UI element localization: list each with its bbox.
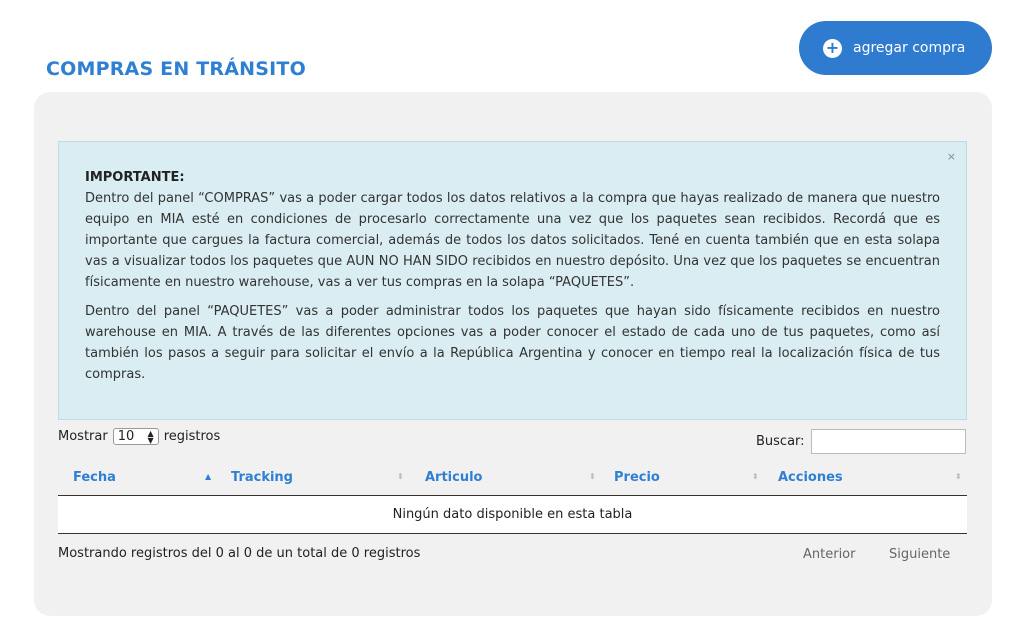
column-header-tracking[interactable]: Tracking xyxy=(231,470,293,485)
close-icon[interactable]: × xyxy=(946,150,956,163)
main-panel xyxy=(34,92,992,616)
show-label: Mostrar xyxy=(58,429,108,444)
add-purchase-label: agregar compra xyxy=(853,40,966,56)
sort-both-icon: ⬍ xyxy=(955,472,962,481)
plus-circle-icon: + xyxy=(823,39,842,58)
table-header xyxy=(58,463,967,496)
table-empty-row xyxy=(58,496,967,534)
search-control xyxy=(756,429,966,454)
column-header-precio[interactable]: Precio xyxy=(614,470,660,485)
empty-message: Ningún dato disponible en esta tabla xyxy=(392,507,633,522)
sort-both-icon: ⬍ xyxy=(752,472,759,481)
alert-paragraph-paquetes: Dentro del panel “PAQUETES” vas a poder administrar todos los paquetes que hayan sido físicamente recibidos en nuestro warehouse en MIA. A través de las diferentes opciones vas a poder conocer el estado de cada uno de tus paquetes, como así también los pasos a seguir para solicitar el envío a la República Argentina y conocer en tiempo real la localización física de tus compras. xyxy=(85,304,940,382)
page-length-control xyxy=(58,428,220,445)
info-alert xyxy=(58,141,967,420)
select-arrows-icon: ▲ ▼ xyxy=(147,428,154,445)
sort-asc-icon: ▲ xyxy=(205,472,212,481)
page-length-value: 10 xyxy=(117,429,135,444)
search-label: Buscar: xyxy=(756,434,805,449)
page-title: COMPRAS EN TRÁNSITO xyxy=(46,58,306,80)
search-input[interactable] xyxy=(811,429,966,454)
previous-page-button[interactable]: Anterior xyxy=(803,547,856,562)
column-header-articulo[interactable]: Articulo xyxy=(425,470,483,485)
records-label: registros xyxy=(163,429,221,444)
next-page-button[interactable]: Siguiente xyxy=(889,547,951,562)
sort-both-icon: ⬍ xyxy=(589,472,596,481)
sort-both-icon: ⬍ xyxy=(397,472,404,481)
table-info: Mostrando registros del 0 al 0 de un total de 0 registros xyxy=(58,546,421,561)
page-length-select[interactable] xyxy=(113,428,159,445)
column-header-acciones[interactable]: Acciones xyxy=(778,470,843,485)
alert-heading: IMPORTANTE: xyxy=(85,170,185,185)
alert-paragraph-compras: Dentro del panel “COMPRAS” vas a poder cargar todos los datos relativos a la compra que hayas realizado de manera que nuestro equipo en MIA esté en condiciones de procesarlo correctamente una vez que los paquetes sean recibidos. Recordá que es importante que cargues la factura comercial, además de todos los datos solicitados. Tené en cuenta también que en esta solapa vas a visualizar todos los paquetes que AUN NO HAN SIDO recibidos en nuestro depósito. Una vez que los paquetes se encuentran físicamente en nuestro warehouse, vas a ver tus compras en la solapa “PAQUETES”. xyxy=(85,191,940,290)
add-purchase-button[interactable] xyxy=(799,21,992,75)
column-header-fecha[interactable]: Fecha xyxy=(73,470,116,485)
